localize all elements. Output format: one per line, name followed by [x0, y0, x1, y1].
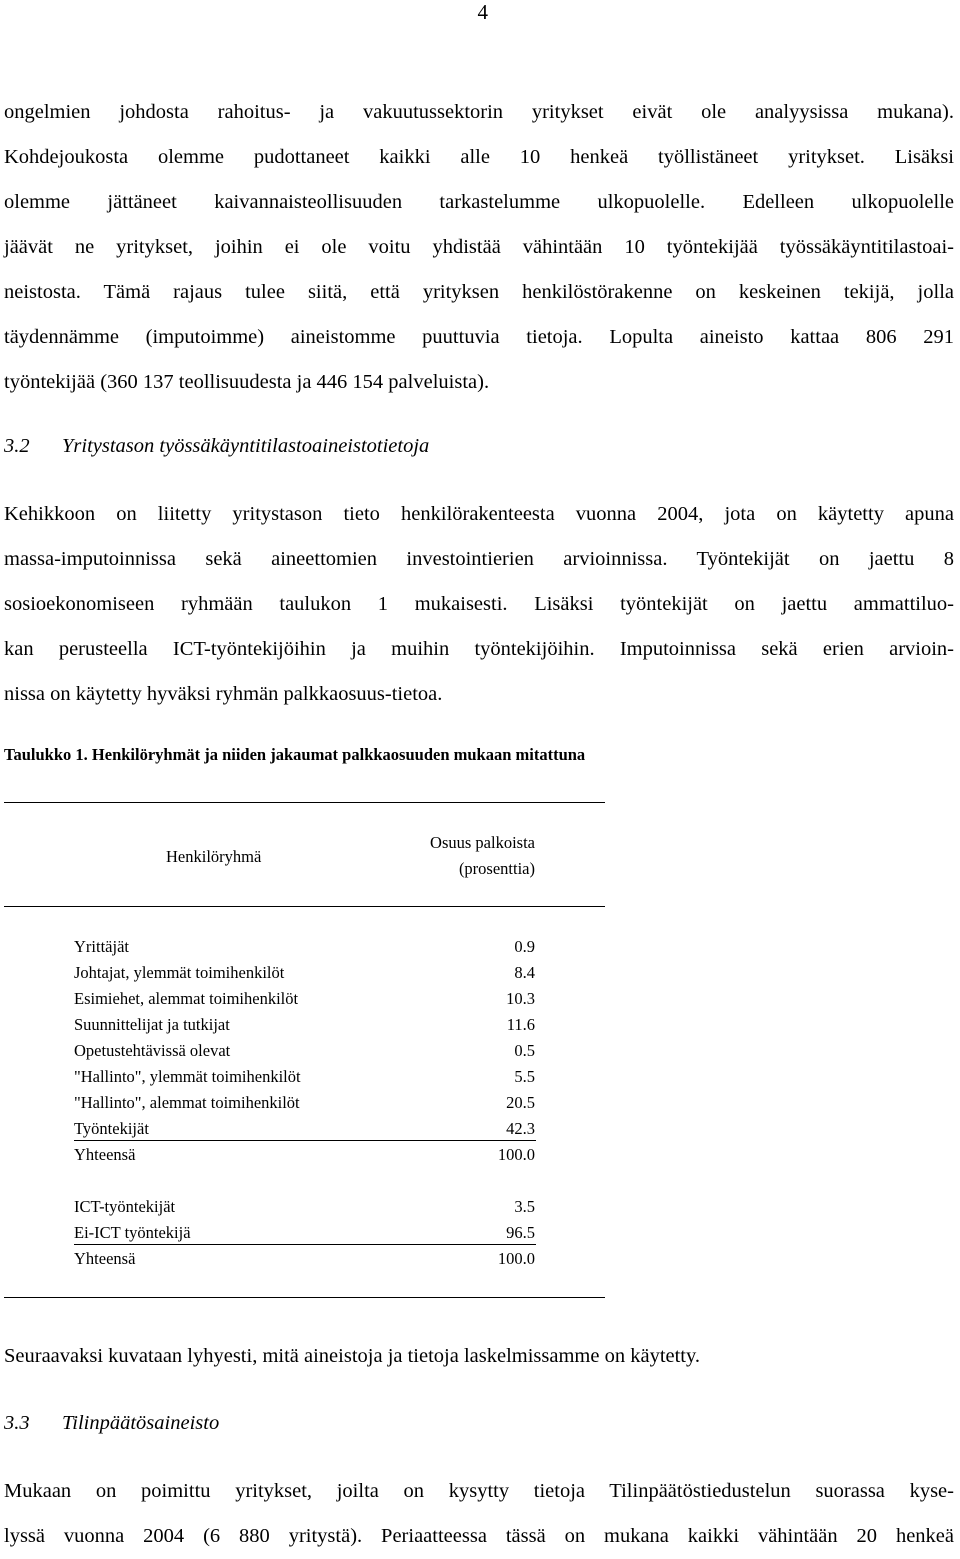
subtotal-rule [74, 1140, 536, 1141]
table-row-label: "Hallinto", alemmat toimihenkilöt [74, 1093, 300, 1112]
table-row-label: Työntekijät [74, 1119, 149, 1138]
table-bottom-rule [4, 1297, 605, 1298]
paragraph-line: Kehikkoon on liitetty yritystason tieto henkilörakenteesta vuonna 2004, jota on käytetty apuna [4, 503, 954, 525]
paragraph-line: sosioekonomiseen ryhmään taulukon 1 mukaisesti. Lisäksi työntekijät on jaettu ammattiluo- [4, 593, 954, 615]
paragraph-line: nissa on käytetty hyväksi ryhmän palkkaosuus-tietoa. [4, 683, 443, 705]
table-row-value: 3.5 [514, 1197, 535, 1216]
table-row-label: "Hallinto", ylemmät toimihenkilöt [74, 1067, 301, 1086]
paragraph-line: massa-imputoinnissa sekä aineettomien investointierien arvioinnissa. Työntekijät on jaettu 8 [4, 548, 954, 570]
section-3-2-paragraph [4, 492, 954, 717]
table-row-label: Suunnittelijat ja tutkijat [74, 1015, 230, 1034]
table-row-value: 20.5 [506, 1093, 535, 1112]
section-heading-3-2 [4, 434, 429, 458]
table-row-value: 100.0 [497, 1145, 535, 1164]
section-heading-3-3 [4, 1411, 219, 1435]
table-top-rule [4, 802, 605, 803]
table-row-value: 0.9 [514, 937, 535, 956]
paragraph-line: Kohdejoukosta olemme pudottaneet kaikki alle 10 henkeä työllistäneet yritykset. Lisäksi [4, 146, 954, 168]
table-row-label: Esimiehet, alemmat toimihenkilöt [74, 989, 299, 1008]
paragraph-line: ongelmien johdosta rahoitus- ja vakuutussektorin yritykset eivät ole analyysissa mukana). [4, 101, 954, 123]
header-share-line1: Osuus palkoista [430, 833, 535, 852]
paragraph-line: Seuraavaksi kuvataan lyhyesti, mitä aineistoja ja tietoja laskelmissamme on käytetty. [4, 1345, 701, 1367]
table-row-value: 5.5 [514, 1067, 535, 1086]
after-table-paragraph [4, 1334, 954, 1379]
table-row-value: 42.3 [506, 1119, 535, 1138]
paragraph-line: jäävät ne yritykset, joihin ei ole voitu yhdistää vähintään 10 työntekijää työssäkäyntitilastoai- [4, 236, 954, 258]
paragraph-line: kan perusteella ICT-työntekijöihin ja muihin työntekijöihin. Imputoinnissa sekä erien arvioin- [4, 638, 954, 660]
paragraph-line: Mukaan on poimittu yritykset, joilta on kysytty tietoja Tilinpäätöstiedustelun suorassa kyse- [4, 1480, 954, 1502]
paragraph-line: täydennämme (imputoimme) aineistomme puuttuvia tietoja. Lopulta aineisto kattaa 806 291 [4, 326, 954, 348]
subtotal-rule [74, 1244, 536, 1245]
table-row-label: Yhteensä [74, 1249, 136, 1268]
table-row-value: 96.5 [506, 1223, 535, 1242]
section-number: 3.3 [4, 1412, 30, 1434]
table-caption: Taulukko 1. Henkilöryhmät ja niiden jakaumat palkkaosuuden mukaan mitattuna [4, 745, 586, 764]
intro-paragraph [4, 90, 954, 405]
header-share [430, 830, 535, 882]
paragraph-line: työntekijää (360 137 teollisuudesta ja 446 154 palveluista). [4, 371, 490, 393]
header-group: Henkilöryhmä [166, 847, 262, 866]
section-3-3-paragraph [4, 1469, 954, 1559]
paragraph-line: lyssä vuonna 2004 (6 880 yritystä). Periaatteessa tässä on mukana kaikki vähintään 20 henkeä [4, 1525, 954, 1547]
table-row-label: Opetustehtävissä olevat [74, 1041, 231, 1060]
paragraph-line: olemme jättäneet kaivannaisteollisuuden tarkastelumme ulkopuolelle. Edelleen ulkopuolelle [4, 191, 954, 213]
table-row-label: Ei-ICT työntekijä [74, 1223, 191, 1242]
table-row-value: 8.4 [514, 963, 535, 982]
page-number: 4 [477, 0, 488, 24]
table-header-rule [4, 906, 605, 907]
section-title: Yritystason työssäkäyntitilastoaineistotietoja [62, 435, 430, 457]
table-row-value: 10.3 [506, 989, 535, 1008]
table-row-label: Yhteensä [74, 1145, 136, 1164]
paragraph-line: neistosta. Tämä rajaus tulee siitä, että yrityksen henkilöstörakenne on keskeinen tekijä, jolla [4, 281, 954, 303]
table-row-value: 0.5 [514, 1041, 535, 1060]
header-share-line2: (prosenttia) [458, 859, 535, 878]
table-row-label: ICT-työntekijät [74, 1197, 176, 1216]
section-title: Tilinpäätösaineisto [62, 1412, 220, 1434]
table-row-label: Johtajat, ylemmät toimihenkilöt [74, 963, 285, 982]
table-row-value: 100.0 [497, 1249, 535, 1268]
table-row-label: Yrittäjät [74, 937, 129, 956]
table-row-value: 11.6 [506, 1015, 535, 1034]
section-number: 3.2 [4, 435, 30, 457]
